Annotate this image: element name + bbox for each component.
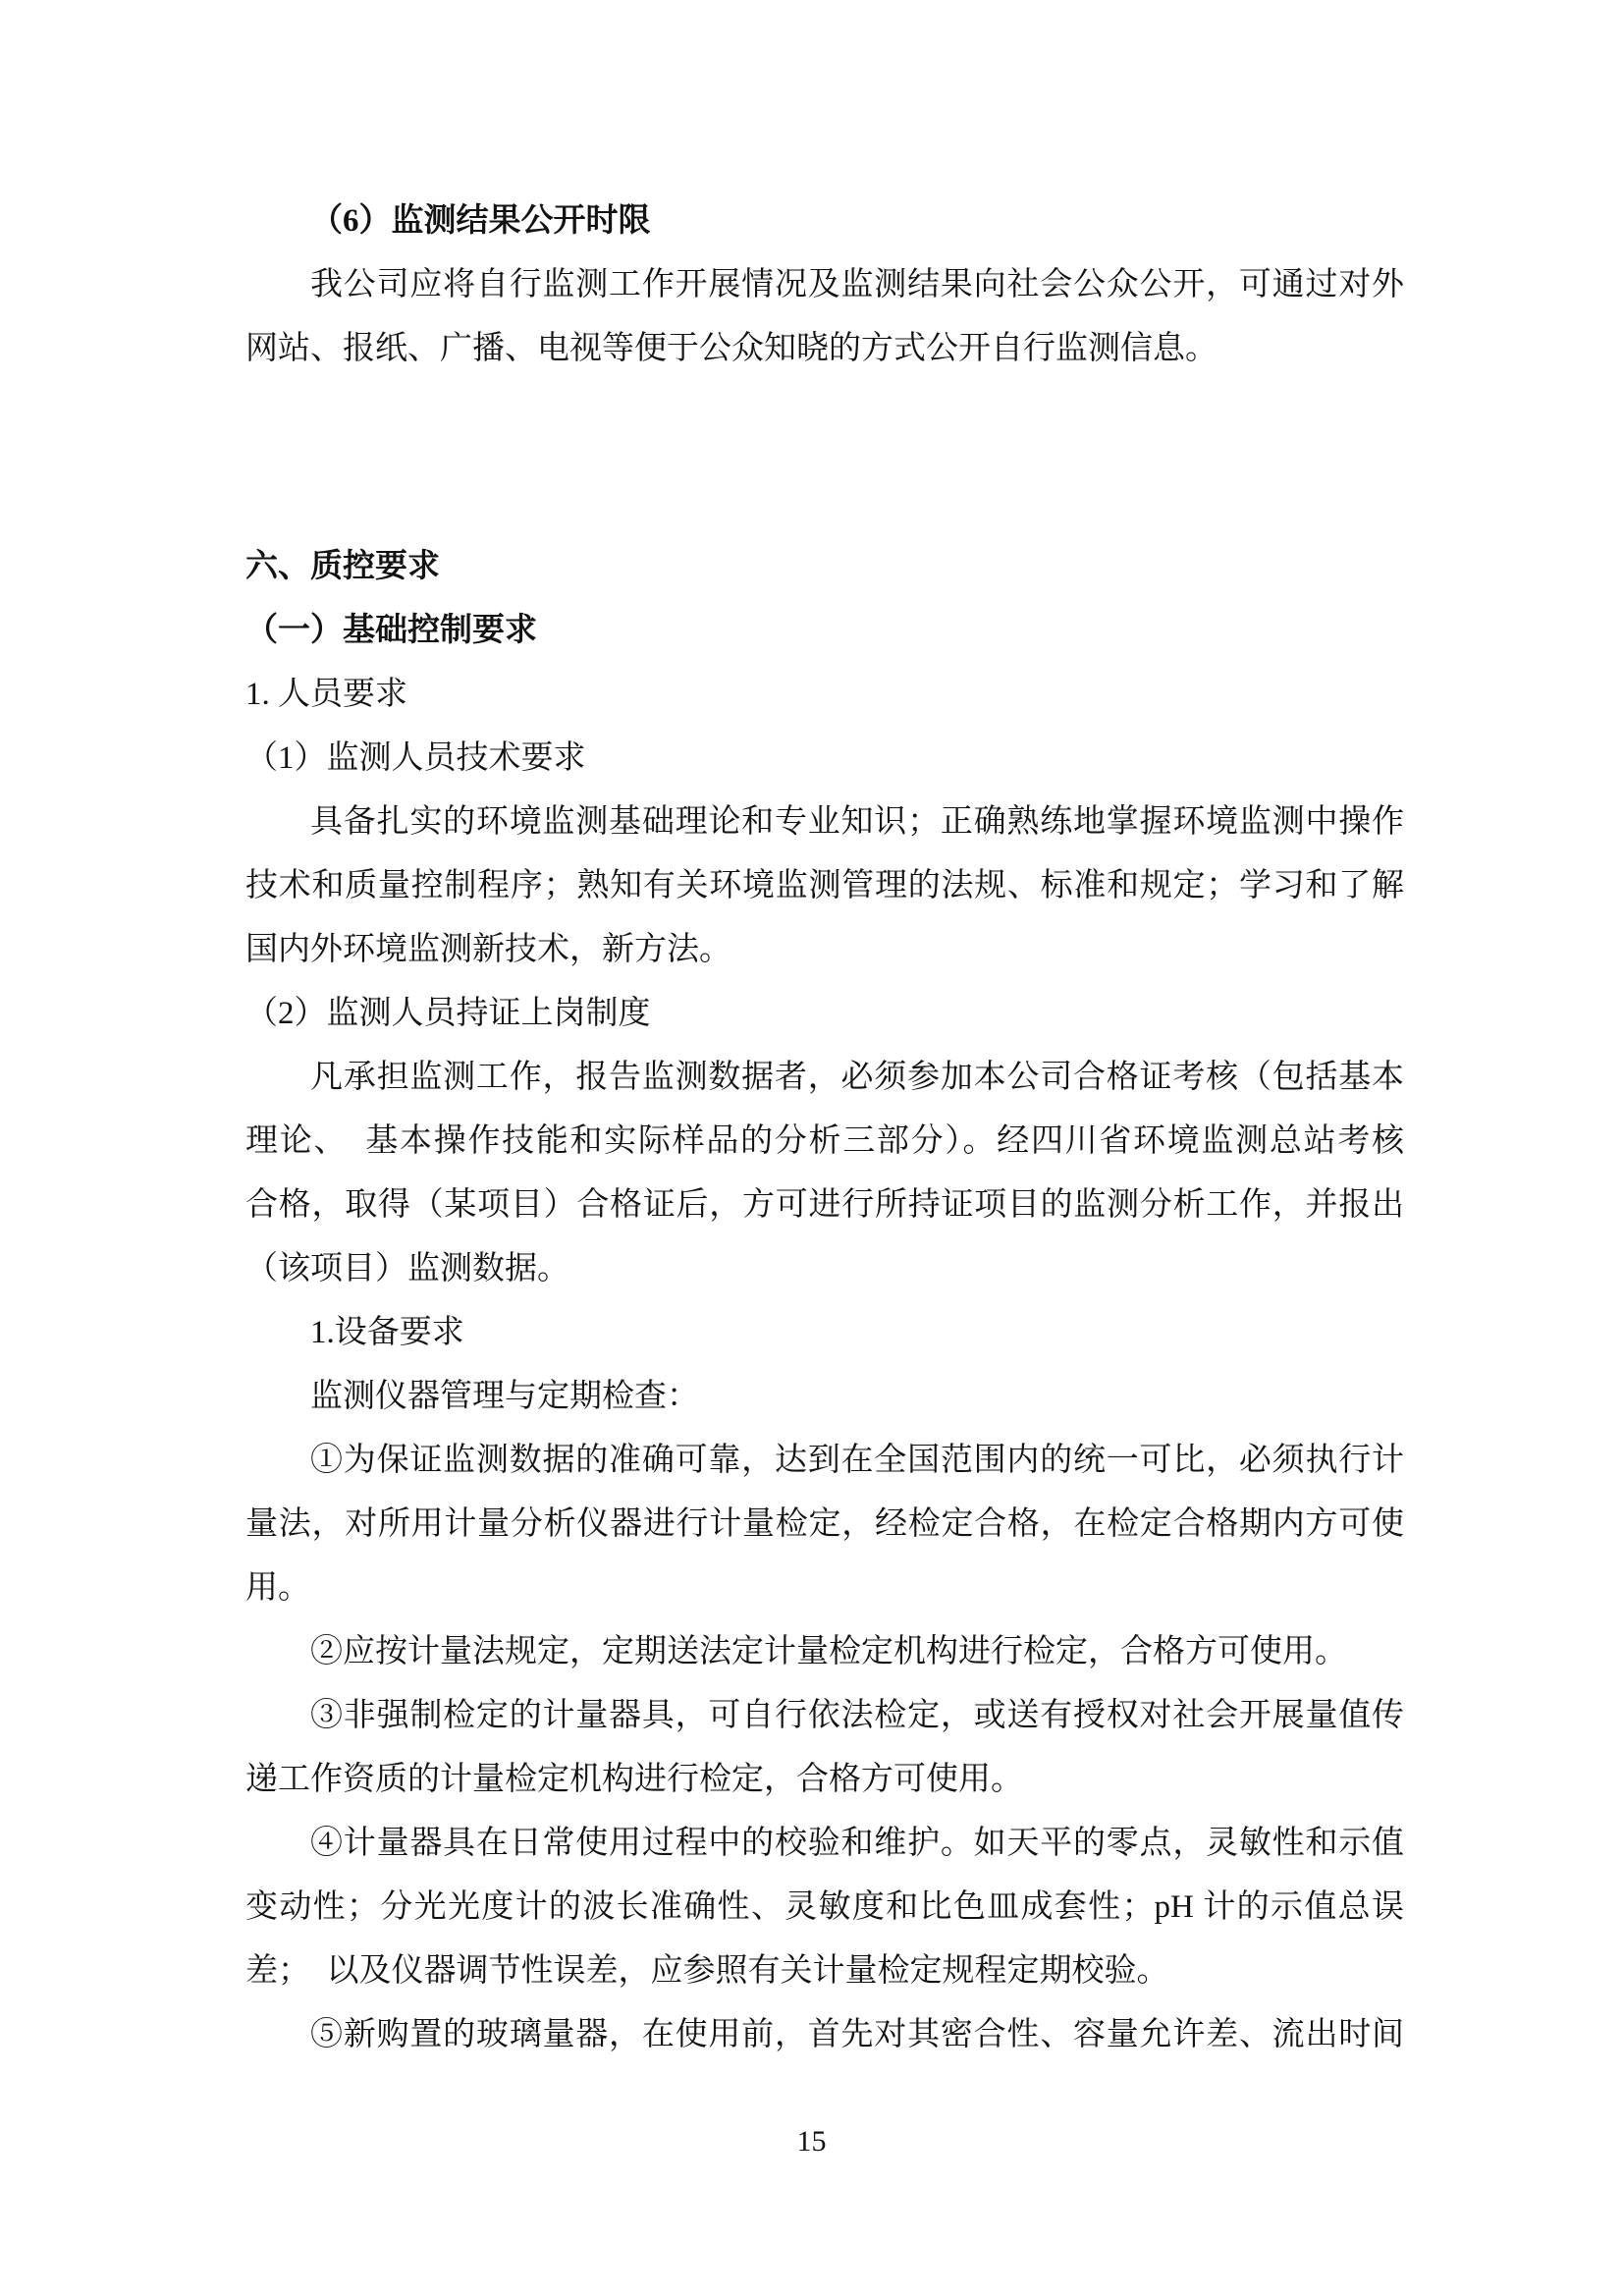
paragraph-line: 具备扎实的环境监测基础理论和专业知识；正确熟练地掌握环境监测中操作 xyxy=(310,804,1404,840)
paragraph-line: 理论、 基本操作技能和实际样品的分析三部分）。经四川省环境监测总站考核 xyxy=(245,1123,1404,1159)
paragraph-line: 1.设备要求 xyxy=(310,1315,464,1350)
paragraph-line: ⑤新购置的玻璃量器，在使用前，首先对其密合性、容量允许差、流出时间 xyxy=(310,2017,1404,2052)
paragraph-line: 量法，对所用计量分析仪器进行计量检定，经检定合格，在检定合格期内方可使 xyxy=(245,1506,1404,1542)
paragraph-line: 变动性；分光光度计的波长准确性、灵敏度和比色皿成套性；pH 计的示值总误 xyxy=(245,1889,1404,1925)
paragraph-line: （1）监测人员技术要求 xyxy=(245,740,586,776)
page-footer xyxy=(0,2123,1623,2160)
paragraph-line: 技术和质量控制程序；熟知有关环境监测管理的法规、标准和规定；学习和了解 xyxy=(245,868,1404,903)
heading-line: 六、质控要求 xyxy=(245,549,440,584)
paragraph-line: 我公司应将自行监测工作开展情况及监测结果向社会公众公开，可通过对外 xyxy=(310,267,1404,302)
paragraph-line: ①为保证监测数据的准确可靠，达到在全国范围内的统一可比，必须执行计 xyxy=(310,1443,1404,1478)
paragraph-line: （2）监测人员持证上岗制度 xyxy=(245,996,651,1031)
paragraph-line: 凡承担监测工作，报告监测数据者，必须参加本公司合格证考核（包括基本 xyxy=(310,1060,1404,1095)
paragraph-line: 网站、报纸、广播、电视等便于公众知晓的方式公开自行监测信息。 xyxy=(245,331,1217,366)
document-lines xyxy=(245,190,1404,2067)
paragraph-line: ④计量器具在日常使用过程中的校验和维护。如天平的零点，灵敏性和示值 xyxy=(310,1826,1404,1861)
paragraph-line: 1. 人员要求 xyxy=(245,677,407,712)
paragraph-line: ②应按计量法规定，定期送法定计量检定机构进行检定，合格方可使用。 xyxy=(310,1634,1347,1669)
paragraph-line: 合格，取得（某项目）合格证后，方可进行所持证项目的监测分析工作，并报出 xyxy=(245,1187,1404,1223)
page-number: 15 xyxy=(796,2125,827,2158)
paragraph-line: 递工作资质的计量检定机构进行检定，合格方可使用。 xyxy=(245,1762,1023,1797)
paragraph-line: 监测仪器管理与定期检查： xyxy=(310,1379,699,1414)
heading-line: （6）监测结果公开时限 xyxy=(310,203,651,239)
heading-line: （一）基础控制要求 xyxy=(245,613,537,648)
paragraph-line: 用。 xyxy=(245,1570,310,1606)
paragraph-line: 国内外环境监测新技术，新方法。 xyxy=(245,932,731,967)
paragraph-line: 差； 以及仪器调节性误差，应参照有关计量检定规程定期校验。 xyxy=(245,1953,1169,1989)
paragraph-line: （该项目）监测数据。 xyxy=(245,1251,569,1286)
paragraph-line: ③非强制检定的计量器具，可自行依法检定，或送有授权对社会开展量值传 xyxy=(310,1698,1404,1733)
paragraph-spacer xyxy=(245,381,1404,535)
